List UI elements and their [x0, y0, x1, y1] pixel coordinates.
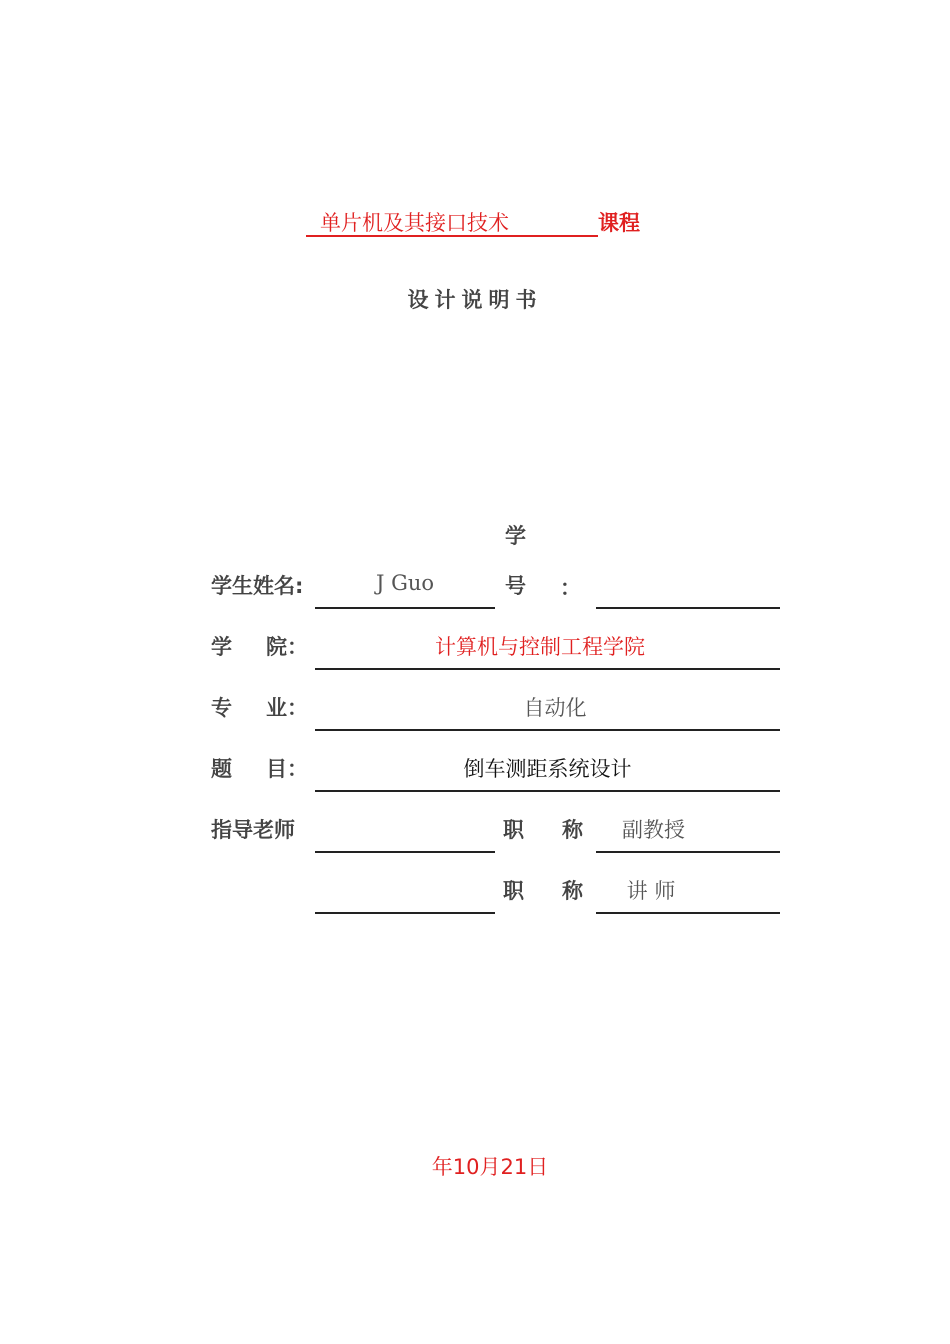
student-name-underline	[315, 607, 495, 609]
course-name: 单片机及其接口技术	[306, 210, 598, 237]
major-label-part2: 业：	[266, 696, 308, 720]
topic-label-part1: 题	[211, 757, 232, 781]
advisor2-title-underline	[596, 912, 780, 914]
advisor1-name-underline	[315, 851, 495, 853]
student-name-value: J Guo	[375, 571, 435, 595]
student-id-label-bottom: 号	[505, 574, 526, 598]
student-id-colon: ：	[560, 576, 581, 600]
advisor1-title-label-part1: 职	[503, 818, 524, 842]
major-underline	[315, 729, 780, 731]
topic-value: 倒车测距系统设计	[463, 757, 632, 781]
advisor1-title-underline	[596, 851, 780, 853]
document-date: 年10月21日	[431, 1155, 549, 1179]
topic-label-part2: 目：	[266, 757, 308, 781]
advisor2-title-label-part2: 称	[562, 879, 583, 903]
advisor1-title-label-part2: 称	[562, 818, 583, 842]
student-id-underline	[596, 607, 780, 609]
topic-underline	[315, 790, 780, 792]
advisor2-title-label-part1: 职	[503, 879, 524, 903]
student-id-label-top: 学	[505, 524, 526, 548]
advisor2-title-value: 讲 师	[626, 879, 676, 903]
major-value: 自动化	[523, 696, 587, 720]
college-label-part1: 学	[211, 635, 232, 659]
course-title	[306, 210, 651, 240]
advisor1-title-value: 副教授	[622, 818, 685, 842]
course-suffix: 课程	[598, 211, 640, 235]
major-label-part1: 专	[211, 696, 232, 720]
advisor2-name-underline	[315, 912, 495, 914]
college-underline	[315, 668, 780, 670]
college-label-part2: 院：	[266, 635, 308, 659]
advisor-label: 指导老师	[211, 818, 295, 842]
college-value: 计算机与控制工程学院	[435, 635, 645, 659]
student-name-label: 学生姓名:	[211, 574, 304, 598]
document-subtitle: 设计说明书	[407, 288, 543, 312]
